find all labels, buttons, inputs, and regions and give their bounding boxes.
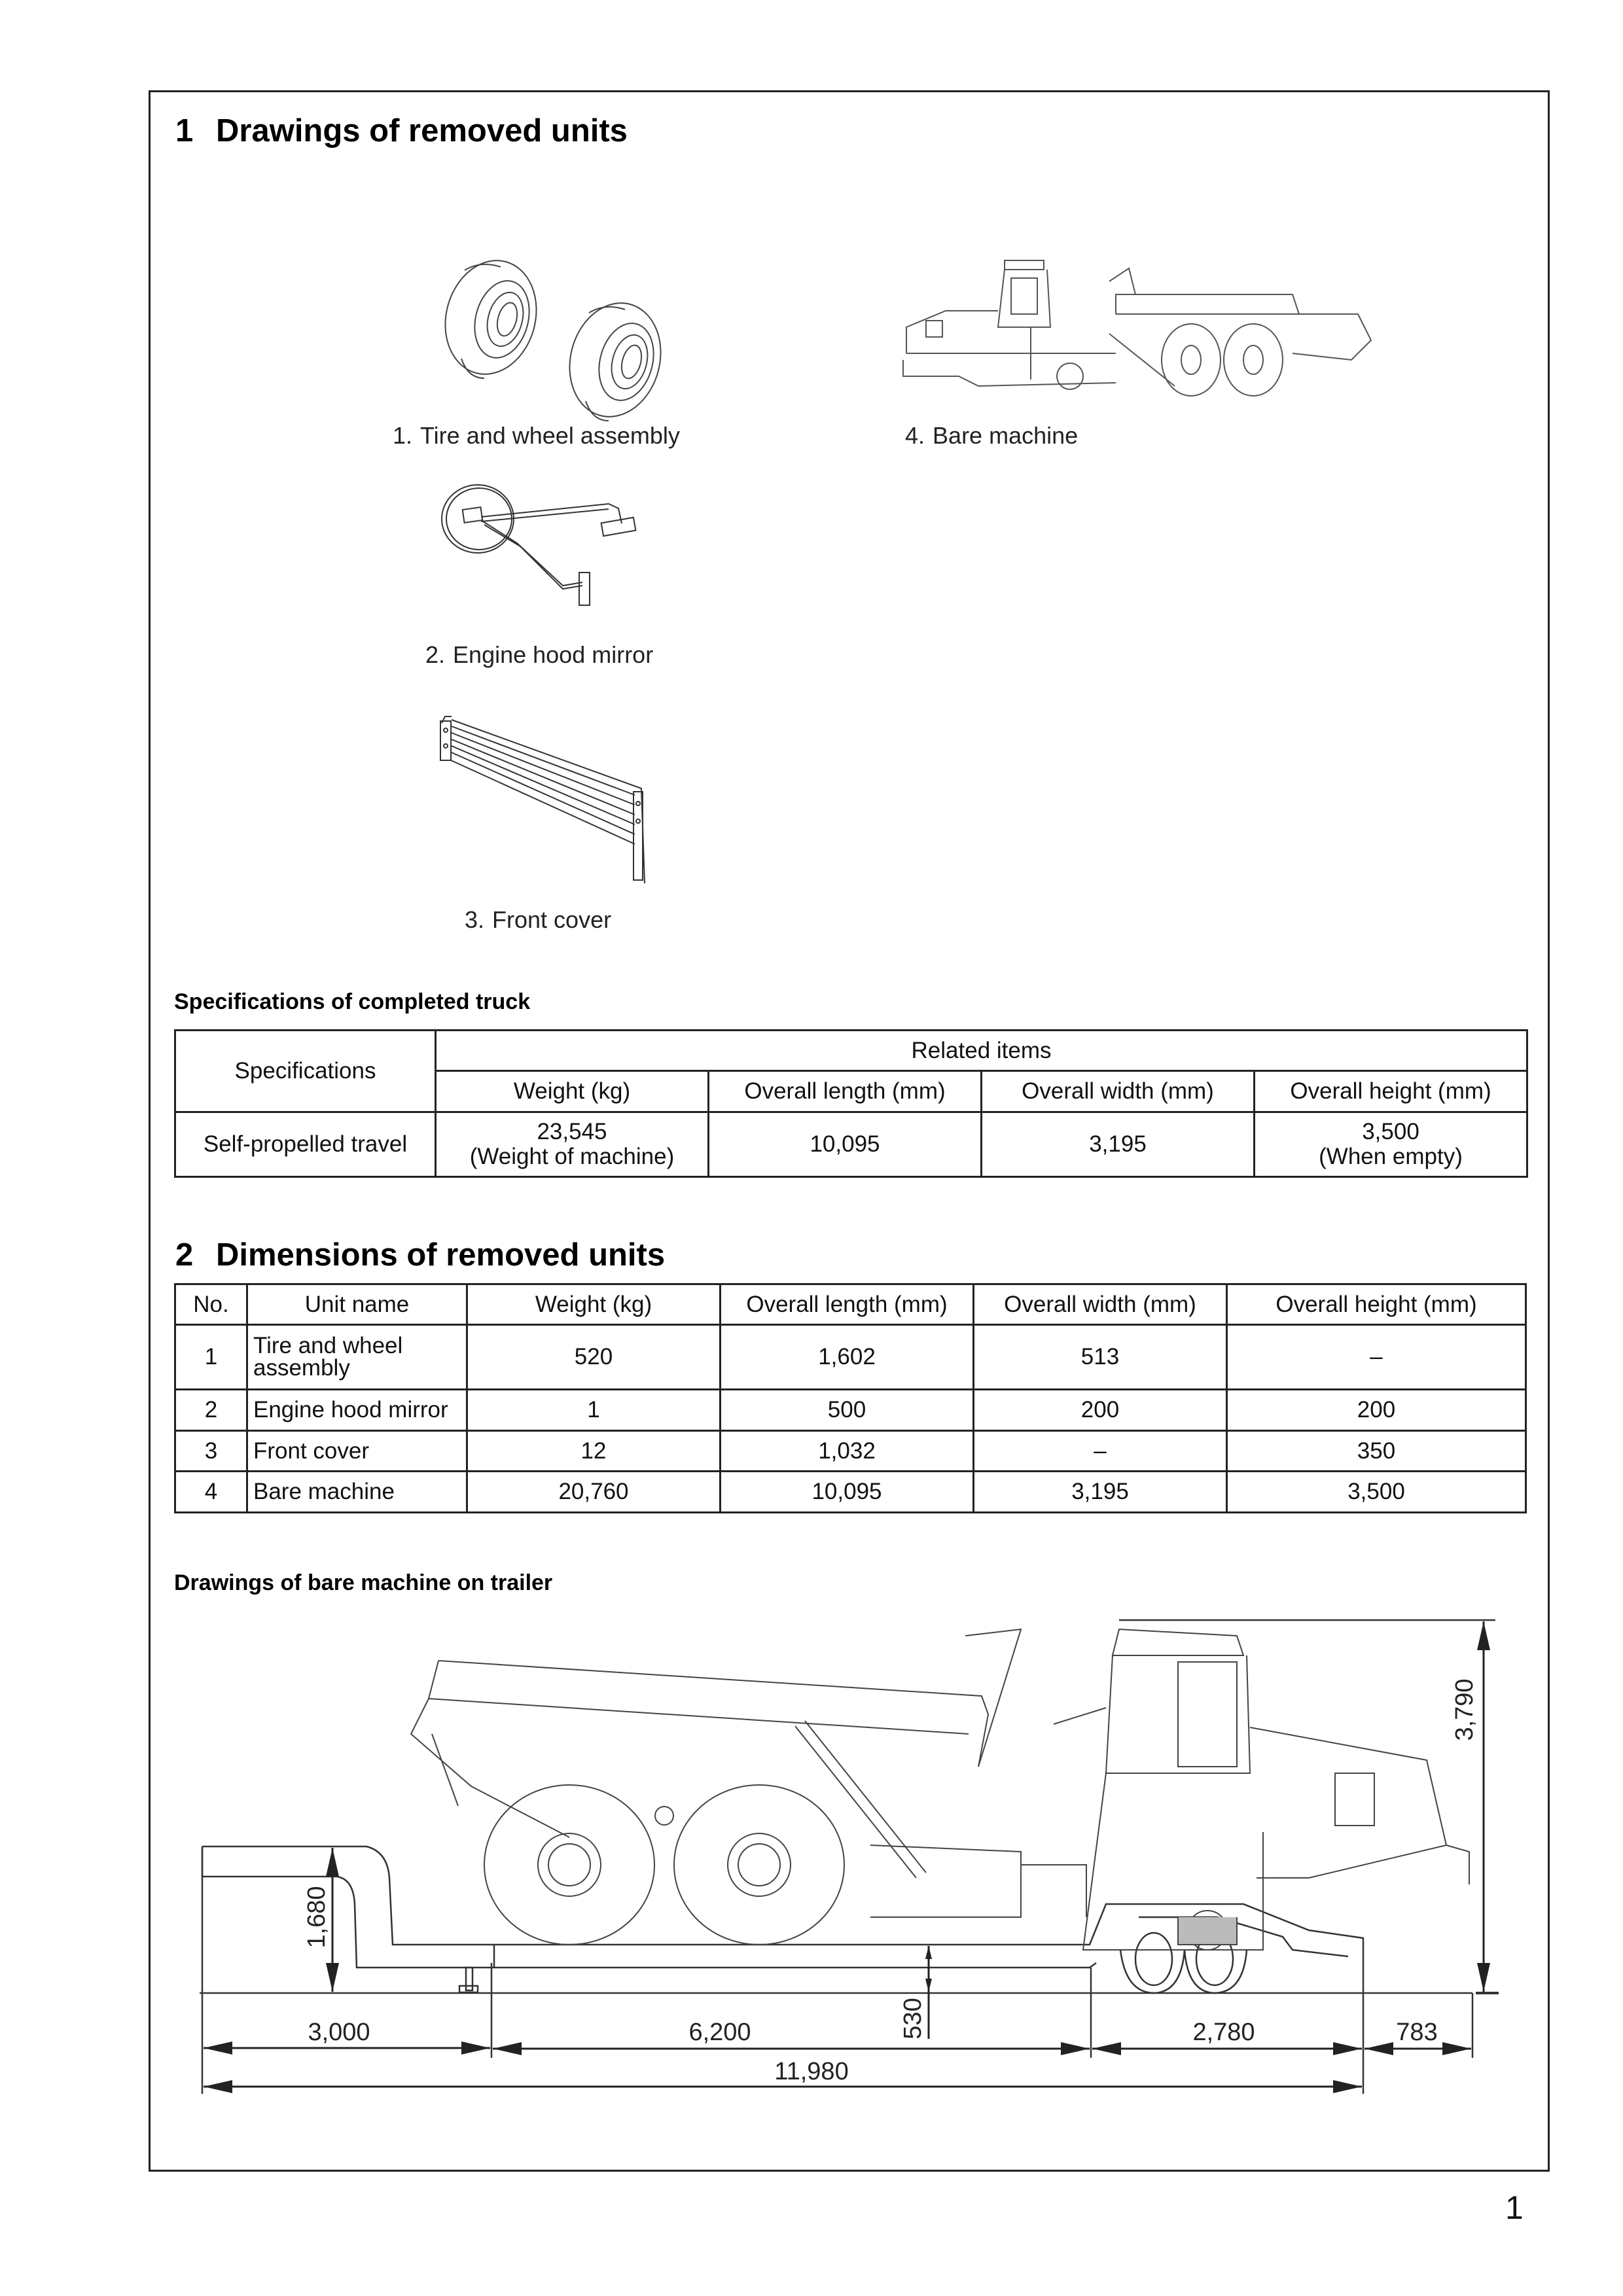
header-length: Overall length (mm) — [709, 1071, 982, 1112]
cell-unit-name: Engine hood mirror — [247, 1390, 467, 1431]
header-height: Overall height (mm) — [1255, 1071, 1527, 1112]
caption-number: 3. — [465, 906, 485, 933]
dimensions-table — [174, 1283, 1527, 1513]
header-related-items: Related items — [436, 1031, 1527, 1071]
cell-no: 3 — [175, 1431, 247, 1472]
section-number: 2 — [175, 1237, 194, 1273]
cell-length: 500 — [721, 1390, 974, 1431]
cell-height: 350 — [1227, 1431, 1526, 1472]
caption-engine-hood-mirror — [425, 641, 653, 669]
front-cover-drawing-icon — [438, 713, 654, 893]
table-row — [175, 1472, 1526, 1513]
cell-weight: 20,760 — [467, 1472, 721, 1513]
tire-wheel-drawing-icon — [429, 254, 710, 417]
section-2-heading — [175, 1237, 665, 1273]
caption-label: Front cover — [492, 906, 612, 933]
caption-label: Engine hood mirror — [453, 641, 654, 668]
cell-height: – — [1227, 1325, 1526, 1390]
cell-no: 1 — [175, 1325, 247, 1390]
cell-unit-name — [247, 1325, 467, 1390]
dump-truck-drawing-icon — [900, 255, 1384, 396]
cell-length: 10,095 — [709, 1112, 982, 1177]
header-weight: Weight (kg) — [436, 1071, 709, 1112]
mirror-drawing-icon — [438, 481, 661, 612]
caption-tire-wheel — [393, 422, 680, 450]
section-number: 1 — [175, 113, 194, 149]
caption-number: 4. — [905, 422, 925, 449]
dim-label-1680: 1,680 — [303, 1886, 330, 1949]
header-weight: Weight (kg) — [467, 1284, 721, 1325]
unit-name-line2: assembly — [253, 1355, 350, 1381]
section-1-heading — [175, 113, 628, 149]
table-row — [175, 1325, 1526, 1390]
cell-width: – — [974, 1431, 1227, 1472]
header-width: Overall width (mm) — [982, 1071, 1255, 1112]
header-no: No. — [175, 1284, 247, 1325]
dim-label-6200: 6,200 — [688, 2019, 751, 2046]
cell-no: 2 — [175, 1390, 247, 1431]
table-row — [175, 1390, 1526, 1431]
cell-weight: 520 — [467, 1325, 721, 1390]
unit-name-line1: Tire and wheel — [253, 1333, 403, 1358]
cell-width: 200 — [974, 1390, 1227, 1431]
cell-length: 10,095 — [721, 1472, 974, 1513]
trailer-drawing-title: Drawings of bare machine on trailer — [174, 1570, 553, 1595]
header-width: Overall width (mm) — [974, 1284, 1227, 1325]
caption-bare-machine — [905, 422, 1078, 450]
row-label: Self-propelled travel — [175, 1112, 436, 1177]
header-unit-name: Unit name — [247, 1284, 467, 1325]
dim-label-11980: 11,980 — [774, 2058, 849, 2085]
cell-width: 513 — [974, 1325, 1227, 1390]
dim-label-3000: 3,000 — [308, 2019, 370, 2046]
cell-length: 1,032 — [721, 1431, 974, 1472]
cell-weight — [436, 1112, 709, 1177]
cell-unit-name: Bare machine — [247, 1472, 467, 1513]
table-header-row — [175, 1284, 1526, 1325]
weight-value: 23,545 — [537, 1119, 607, 1144]
specs-table-title: Specifications of completed truck — [174, 989, 531, 1014]
header-length: Overall length (mm) — [721, 1284, 974, 1325]
table-row — [175, 1112, 1527, 1177]
header-specifications: Specifications — [175, 1031, 436, 1112]
dim-label-3790: 3,790 — [1451, 1678, 1478, 1741]
specs-table — [174, 1029, 1528, 1178]
dim-label-530: 530 — [899, 1998, 927, 2040]
dim-label-783: 783 — [1396, 2019, 1438, 2046]
cell-weight: 1 — [467, 1390, 721, 1431]
section-title: Drawings of removed units — [216, 113, 628, 149]
cell-length: 1,602 — [721, 1325, 974, 1390]
caption-front-cover — [465, 906, 611, 934]
height-note: (When empty) — [1319, 1144, 1463, 1169]
header-height: Overall height (mm) — [1227, 1284, 1526, 1325]
table-row — [175, 1431, 1526, 1472]
dim-label-2780: 2,780 — [1192, 2019, 1255, 2046]
caption-number: 2. — [425, 641, 446, 668]
cell-weight: 12 — [467, 1431, 721, 1472]
caption-label: Bare machine — [933, 422, 1079, 449]
cell-height: 200 — [1227, 1390, 1526, 1431]
cell-height: 3,500 — [1227, 1472, 1526, 1513]
cell-width: 3,195 — [974, 1472, 1227, 1513]
section-title: Dimensions of removed units — [216, 1237, 666, 1273]
height-value: 3,500 — [1362, 1119, 1419, 1144]
cell-unit-name: Front cover — [247, 1431, 467, 1472]
weight-note: (Weight of machine) — [469, 1144, 675, 1169]
page-number: 1 — [1505, 2189, 1524, 2226]
cell-no: 4 — [175, 1472, 247, 1513]
caption-number: 1. — [393, 422, 413, 449]
caption-label: Tire and wheel assembly — [420, 422, 680, 449]
cell-width: 3,195 — [982, 1112, 1255, 1177]
cell-height — [1255, 1112, 1527, 1177]
